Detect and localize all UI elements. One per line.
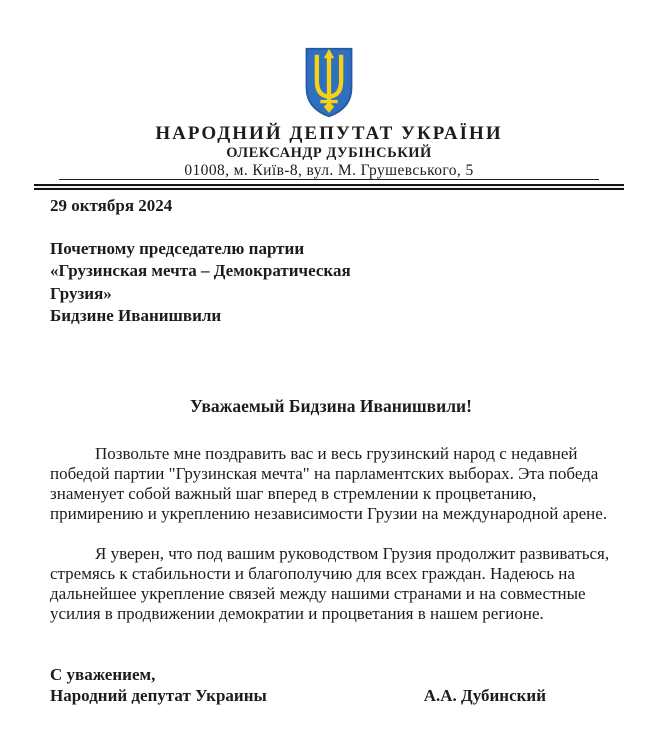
addressee-line: Грузия» [50, 283, 112, 303]
paragraph-line: стремясь к стабильности и благополучию для всех граждан. Надеюсь на [50, 563, 575, 583]
paragraph-2 [50, 544, 612, 624]
paragraph-line: знаменует собой важный шаг вперед в стремлении к процветанию, [50, 483, 537, 503]
letterhead-address: 01008, м. Київ-8, вул. М. Грушевського, 5 [184, 162, 474, 179]
letterhead-deputy-name: ОЛЕКСАНДР ДУБІНСЬКИЙ [226, 145, 432, 161]
signature-name: А.А. Дубинский [423, 685, 546, 705]
letterhead-title: НАРОДНИЙ ДЕПУТАТ УКРАЇНИ [155, 123, 503, 144]
letter-body [0, 196, 658, 706]
closing-salutation: С уважением, [50, 664, 156, 684]
thick-divider-line [34, 184, 624, 190]
addressee-line: «Грузинская мечта – Демократическая [50, 261, 351, 280]
paragraph-line: победой партии "Грузинская мечта" на парламентских выборах. Эта победа [50, 463, 599, 483]
addressee-block [50, 238, 612, 328]
paragraph-line: дальнейшее укрепление связей между нашими странами и на совместные [50, 583, 586, 603]
signature-row [50, 685, 612, 706]
letter-date: 29 октября 2024 [50, 195, 173, 215]
signature-role: Народний депутат Украины [50, 685, 267, 705]
addressee-line: Почетному председателю партии [50, 238, 305, 258]
paragraph-line: примирению и укреплению независимости Грузии на международной арене. [50, 503, 608, 523]
ukraine-coat-of-arms-icon [303, 46, 355, 119]
paragraph-line: Позвольте мне поздравить вас и весь грузинский народ с недавней [95, 443, 578, 463]
paragraph-line: Я уверен, что под вашим руководством Грузия продолжит развиваться, [95, 543, 610, 563]
letterhead [0, 0, 658, 190]
thin-divider-line [59, 179, 599, 180]
salutation: Уважаемый Бидзина Иванишвили! [190, 395, 472, 416]
addressee-line: Бидзине Иванишвили [50, 306, 222, 325]
paragraph-line: усилия в продвижении демократии и процветания в нашем регионе. [50, 603, 544, 623]
paragraph-1 [50, 444, 612, 524]
